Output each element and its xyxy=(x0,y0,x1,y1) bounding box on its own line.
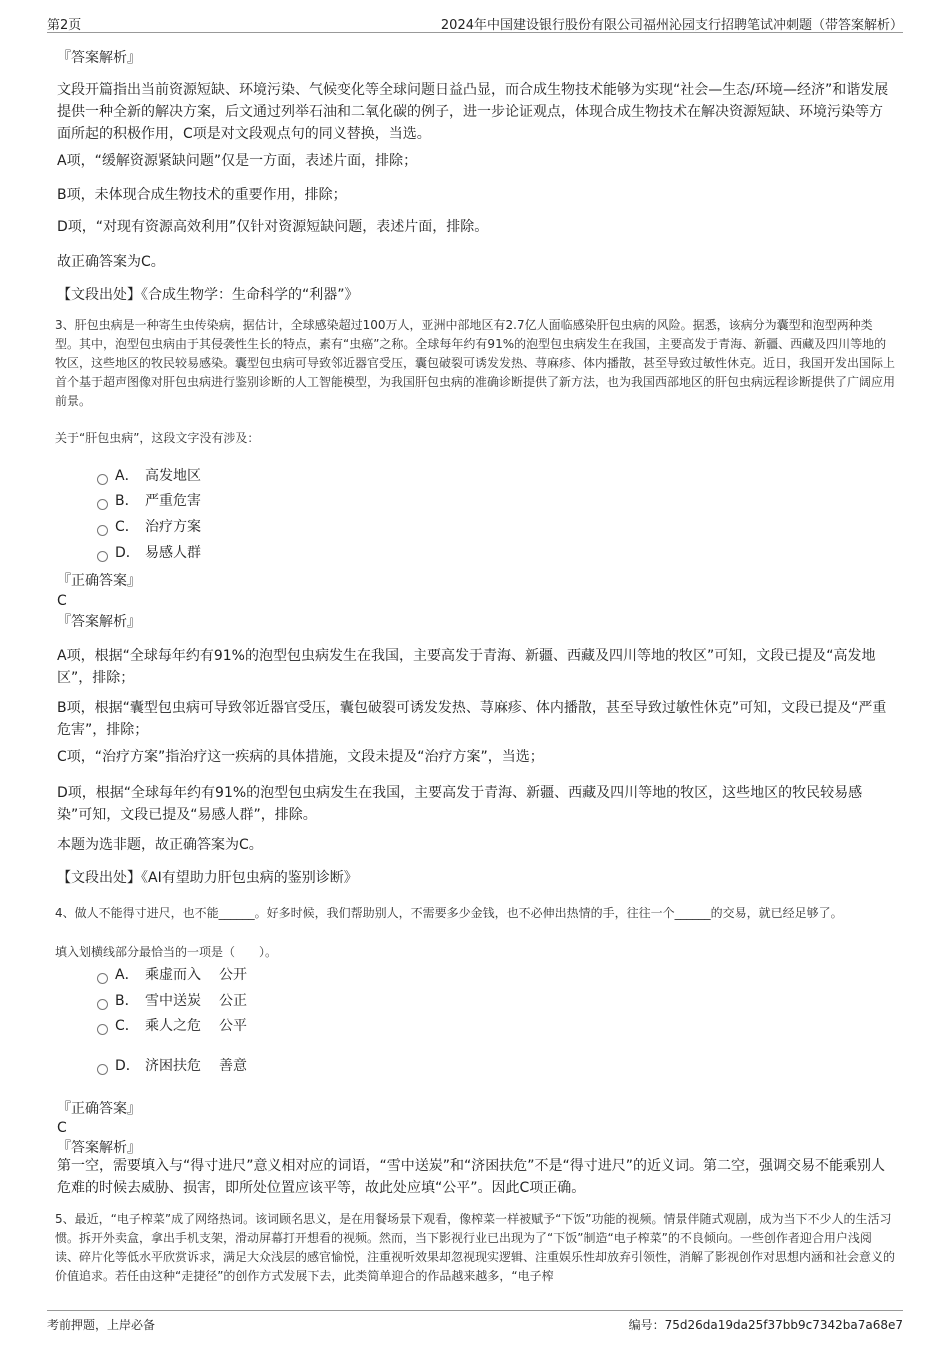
q3-option-d[interactable] xyxy=(97,543,201,563)
option-word-2: 公开 xyxy=(219,967,247,983)
q2-source: 【文段出处】《合成生物学：生命科学的“利器”》 xyxy=(57,287,359,303)
q2-explain-label: 『答案解析』 xyxy=(57,50,141,66)
option-word-1: 济困扶危 xyxy=(145,1058,201,1074)
radio-icon[interactable] xyxy=(97,551,108,562)
q3-option-c[interactable] xyxy=(97,517,201,537)
option-text: 易感人群 xyxy=(145,545,201,561)
q2-explain-text: 文段开篇指出当前资源短缺、环境污染、气候变化等全球问题日益凸显，而合成生物技术能够为实现“社会—生态/环境—经济”和谐发展提供一种全新的解决方案，后文通过列举石油和二氧化碳的例子，进一步论证观点，体现合成生物技术在解决资源短缺、环境污染等方面所起的积极作用，C项是对文段观点句的同义替换，当选。 xyxy=(57,82,889,142)
q3-source: 【文段出处】《AI有望助力肝包虫病的鉴别诊断》 xyxy=(57,870,358,886)
option-text: 治疗方案 xyxy=(145,519,201,535)
option-word-1: 乘人之危 xyxy=(145,1018,201,1034)
q3-answer-label: 『正确答案』 xyxy=(57,573,141,589)
radio-icon[interactable] xyxy=(97,1064,108,1075)
q4-answer-label: 『正确答案』 xyxy=(57,1101,141,1117)
q2-conclusion: 故正确答案为C。 xyxy=(57,254,165,270)
option-letter: B． xyxy=(115,993,139,1009)
radio-icon[interactable] xyxy=(97,474,108,485)
q4-explain-text: 第一空，需要填入与“得寸进尺”意义相对应的词语，“雪中送炭”和“济困扶危”不是“得寸进尺”的近义词。第二空，强调交易不能乘别人危难的时候去威胁、损害，即所处位置应该平等，故此处应填“公平”。因此C项正确。 xyxy=(57,1158,886,1196)
q3-option-b[interactable] xyxy=(97,491,201,511)
document-title: 2024年中国建设银行股份有限公司福州沁园支行招聘笔试冲刺题（带答案解析） xyxy=(440,18,903,33)
option-letter: C． xyxy=(115,519,139,535)
document-id: 编号：75d26da19da25f37bb9c7342ba7a68e7 xyxy=(628,1318,903,1332)
option-letter: D． xyxy=(115,545,140,561)
radio-icon[interactable] xyxy=(97,999,108,1010)
q4-explain-label: 『答案解析』 xyxy=(57,1140,141,1156)
option-word-2: 公正 xyxy=(219,993,247,1009)
q4-option-d[interactable] xyxy=(97,1056,247,1076)
option-text: 高发地区 xyxy=(145,468,201,484)
radio-icon[interactable] xyxy=(97,525,108,536)
radio-icon[interactable] xyxy=(97,499,108,510)
q3-explain-b: B项，根据“囊型包虫病可导致邻近器官受压，囊包破裂可诱发发热、荨麻疹、体内播散，甚至导致过敏性休克”可知，文段已提及“严重危害”，排除； xyxy=(57,700,887,738)
q3-explain-label: 『答案解析』 xyxy=(57,614,141,630)
option-letter: C． xyxy=(115,1018,139,1034)
page-number: 第2页 xyxy=(47,18,82,33)
option-letter: A． xyxy=(115,468,139,484)
q3-passage: 3、肝包虫病是一种寄生虫传染病，据估计，全球感染超过100万人，亚洲中部地区有2.7亿人面临感染肝包虫病的风险。据悉，该病分为囊型和泡型两种类型。其中，泡型包虫病由于其侵袭性生长的特点，素有“虫癌”之称。全球每年约有91%的泡型包虫病发生在我国，主要高发于青海、新疆、西藏及四川等地的牧区，这些地区的牧民较易感染。囊型包虫病可导致邻近器官受压，囊包破裂可诱发发热、荨麻疹、体内播散，甚至导致过敏性休克。近日，我国开发出国际上首个基于超声图像对肝包虫病进行鉴别诊断的人工智能模型，为我国肝包虫病的准确诊断提供了新方法，也为我国西部地区的肝包虫病远程诊断提供了广阔应用前景。 xyxy=(55,318,896,408)
option-word-2: 公平 xyxy=(219,1018,247,1034)
q3-answer: C xyxy=(57,593,67,609)
q3-option-a[interactable] xyxy=(97,466,201,486)
q2-explain-a: A项，“缓解资源紧缺问题”仅是一方面，表述片面，排除； xyxy=(57,153,418,169)
q5-passage: 5、最近，“电子榨菜”成了网络热词。该词顾名思义，是在用餐场景下观看，像榨菜一样被赋予“下饭”功能的视频。情景伴随式观剧，成为当下不少人的生活习惯。拆开外卖盒，拿出手机支架，滑动屏幕打开想看的视频。然而，当下影视行业已出现为了“下饭”制造“电子榨菜”的不良倾向。一些创作者迎合用户浅阅读、碎片化等低水平欣赏诉求，满足大众浅层的感官愉悦，注重视听效果却忽视现实逻辑、注重娱乐性却放弃引领性，消解了影视创作对思想内涵和社会意义的价值追求。若任由这种“走捷径”的创作方式发展下去，此类简单迎合的作品越来越多，“电子榨 xyxy=(55,1212,896,1283)
radio-icon[interactable] xyxy=(97,973,108,984)
option-letter: A． xyxy=(115,967,139,983)
q2-explain-d: D项，“对现有资源高效利用”仅针对资源短缺问题，表述片面，排除。 xyxy=(57,219,489,235)
page-header xyxy=(47,12,903,33)
q3-explain-d: D项，根据“全球每年约有91%的泡型包虫病发生在我国，主要高发于青海、新疆、西藏及四川等地的牧区，这些地区的牧民较易感染”可知，文段已提及“易感人群”，排除。 xyxy=(57,785,863,823)
q3-explain-a: A项，根据“全球每年约有91%的泡型包虫病发生在我国，主要高发于青海、新疆、西藏及四川等地的牧区”可知，文段已提及“高发地区”，排除； xyxy=(57,648,876,686)
page-footer xyxy=(47,1310,903,1335)
option-word-2: 善意 xyxy=(219,1058,247,1074)
radio-icon[interactable] xyxy=(97,1024,108,1035)
q3-conclusion: 本题为选非题，故正确答案为C。 xyxy=(57,837,263,853)
q4-option-a[interactable] xyxy=(97,965,247,985)
option-text: 严重危害 xyxy=(145,493,201,509)
q4-prompt: 填入划横线部分最恰当的一项是（ ）。 xyxy=(55,945,278,959)
q4-answer: C xyxy=(57,1120,67,1136)
q3-prompt: 关于“肝包虫病”，这段文字没有涉及： xyxy=(55,431,260,445)
q4-option-b[interactable] xyxy=(97,991,247,1011)
q3-explain-c: C项，“治疗方案”指治疗这一疾病的具体措施，文段未提及“治疗方案”，当选； xyxy=(57,749,544,765)
q2-explain-b: B项，未体现合成生物技术的重要作用，排除； xyxy=(57,187,347,203)
q4-passage: 4、做人不能得寸进尺，也不能______。好多时候，我们帮助别人，不需要多少金钱，也不必伸出热情的手，往往一个______的交易，就已经足够了。 xyxy=(55,906,843,920)
footer-slogan: 考前押题，上岸必备 xyxy=(47,1318,156,1332)
q4-option-c[interactable] xyxy=(97,1016,247,1036)
option-word-1: 雪中送炭 xyxy=(145,993,201,1009)
option-letter: D． xyxy=(115,1058,140,1074)
option-letter: B． xyxy=(115,493,139,509)
option-word-1: 乘虚而入 xyxy=(145,967,201,983)
